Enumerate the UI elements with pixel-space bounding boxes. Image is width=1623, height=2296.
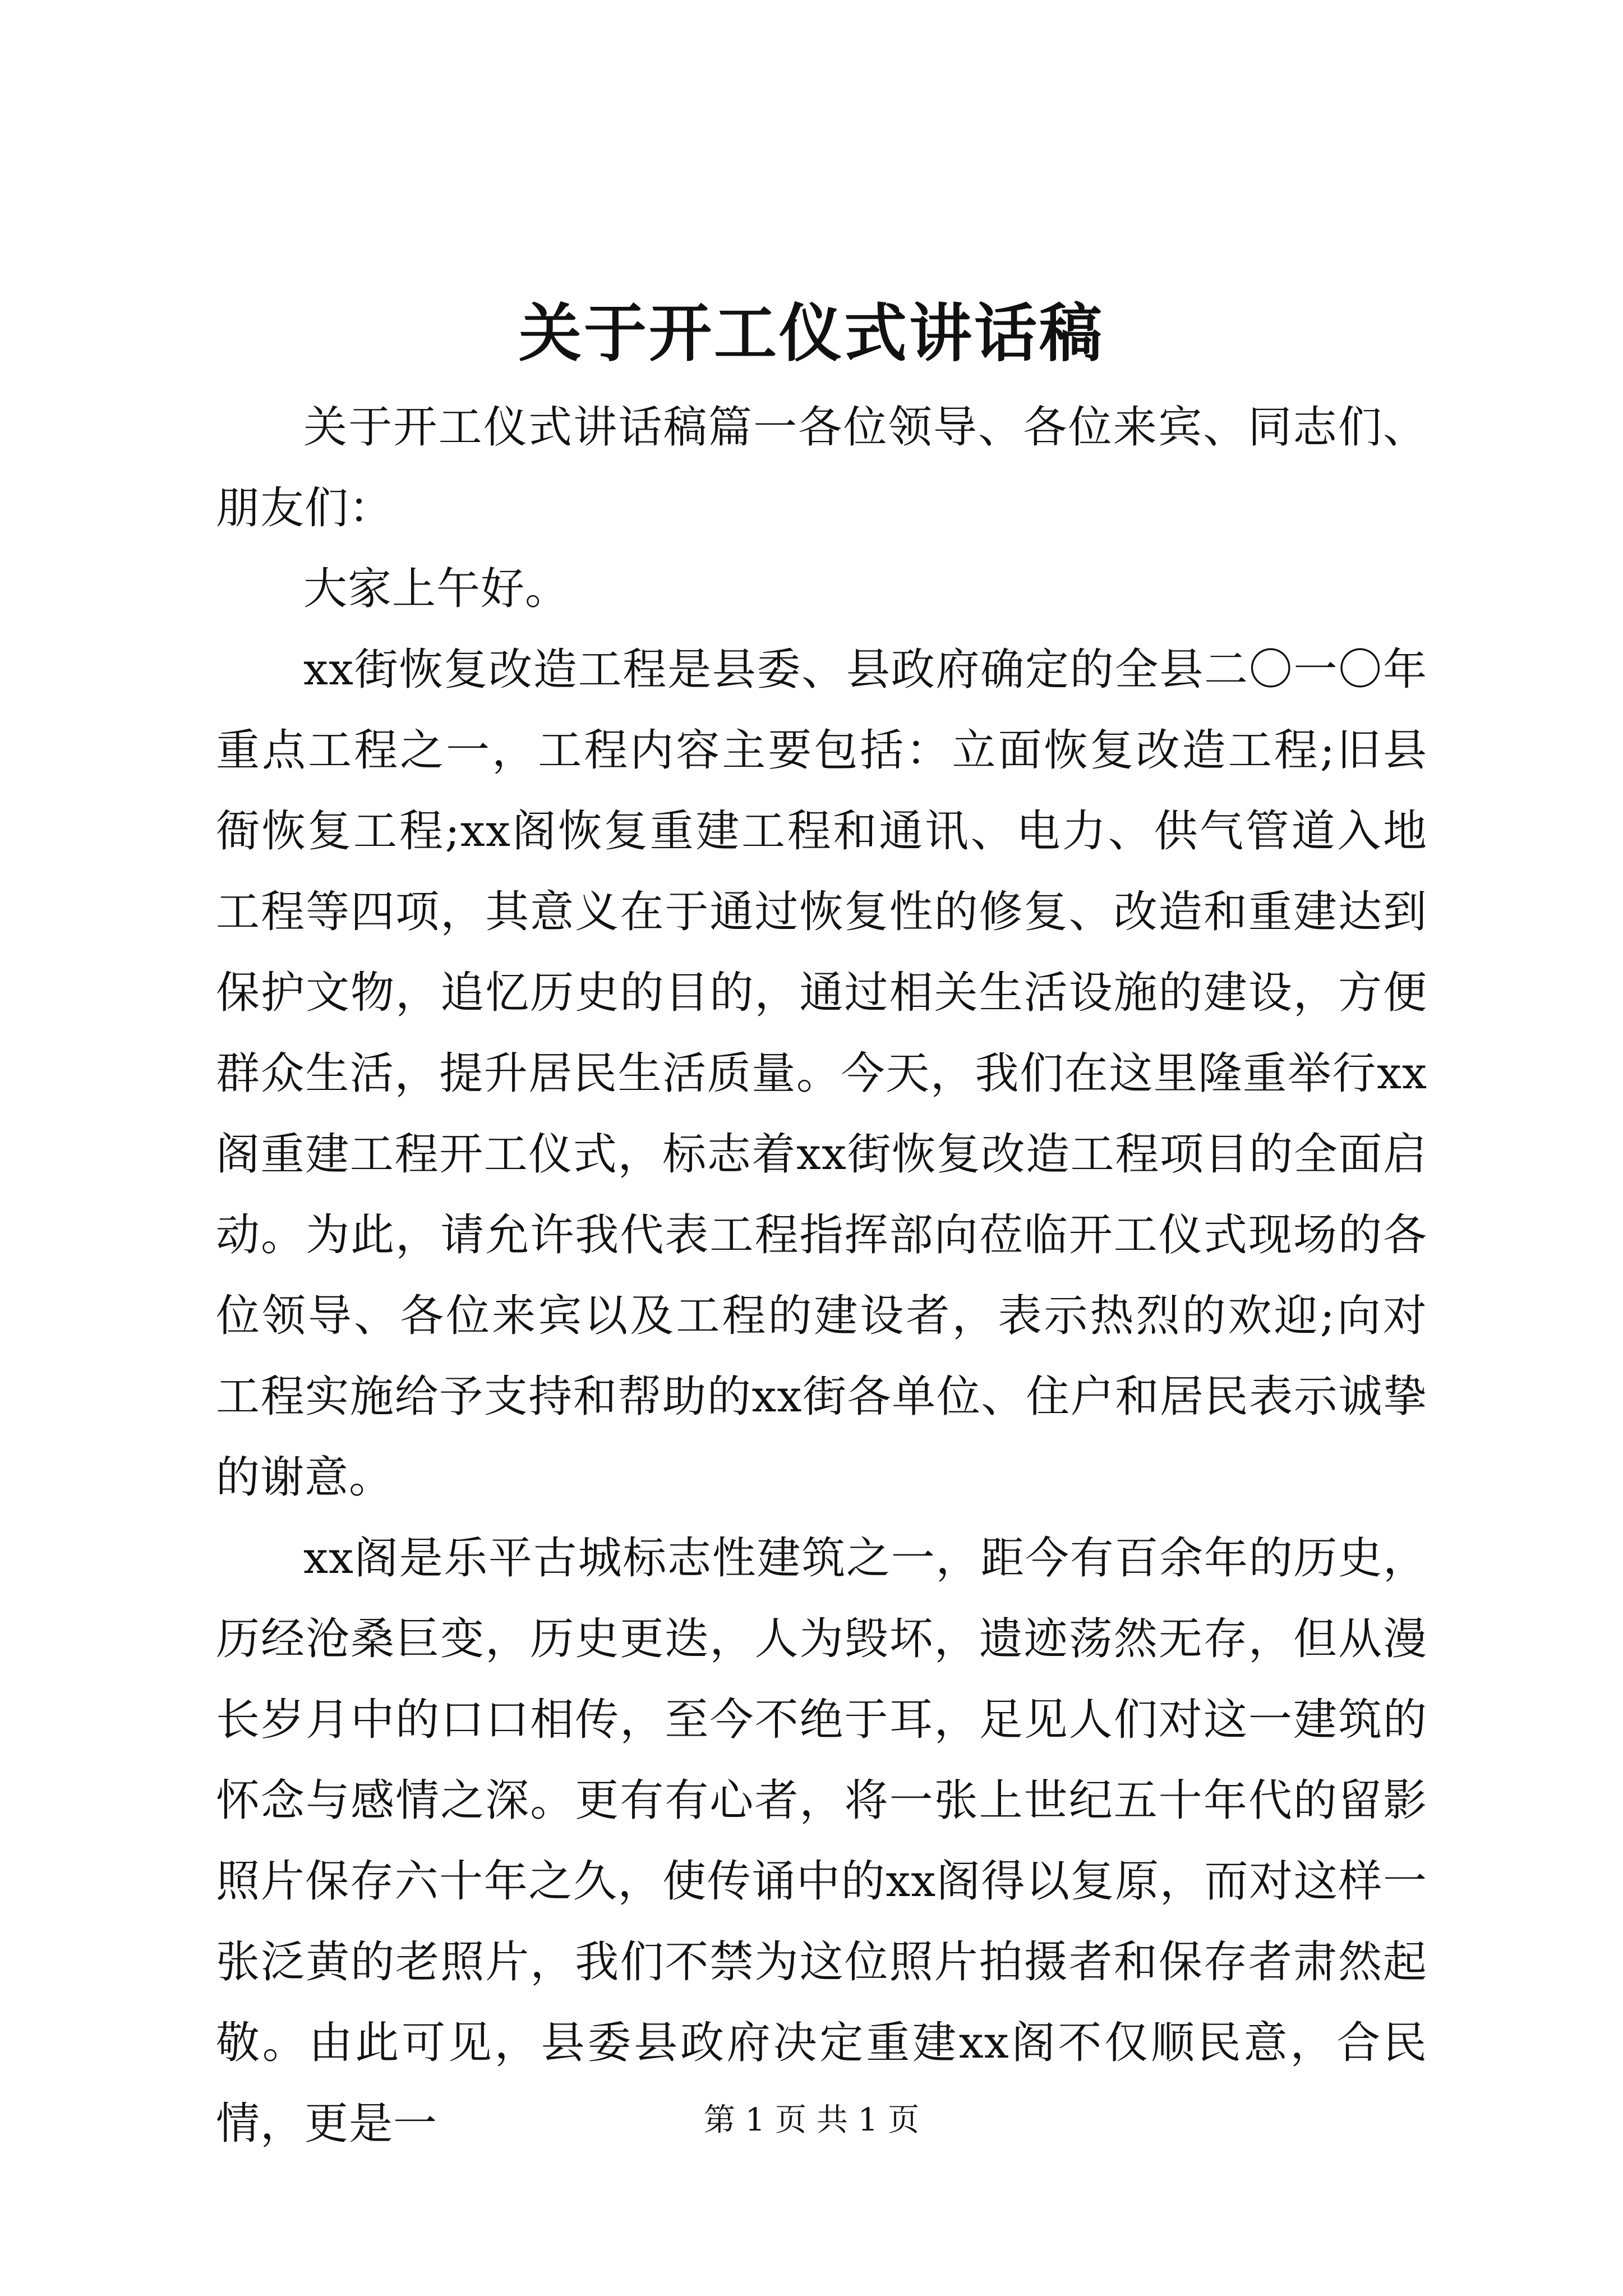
paragraph-project-overview: xx街恢复改造工程是县委、县政府确定的全县二〇一〇年重点工程之一，工程内容主要包括：立面恢复改造工程;旧县衙恢复工程;xx阁恢复重建工程和通讯、电力、供气管道入地工程等四项，其意义在于通过恢复性的修复、改造和重建达到保护文物，追忆历史的目的，通过相关生活设施的建设，方便群众生活，提升居民生活质量。今天，我们在这里隆重举行xx阁重建工程开工仪式，标志着xx街恢复改造工程项目的全面启动。为此，请允许我代表工程指挥部向莅临开工仪式现场的各位领导、各位来宾以及工程的建设者，表示热烈的欢迎;向对工程实施给予支持和帮助的xx街各单位、住户和居民表示诚挚的谢意。 (216, 645, 1427, 1503)
page-footer: 第 1 页 共 1 页 (703, 2102, 920, 2138)
document-body (216, 387, 1427, 2164)
paragraph-pavilion-history: xx阁是乐平古城标志性建筑之一，距今有百余年的历史，历经沧桑巨变，历史更迭，人为毁坏，遗迹荡然无存，但从漫长岁月中的口口相传，至今不绝于耳，足见人们对这一建筑的怀念与感情之深。更有有心者，将一张上世纪五十年代的留影照片保存六十年之久，使传诵中的xx阁得以复原，而对这样一张泛黄的老照片，我们不禁为这位照片拍摄者和保存者肃然起敬。由此可见，县委县政府决定重建xx阁不仅顺民意，合民情，更是一 (216, 1533, 1427, 2149)
document-title: 关于开工仪式讲话稿 (519, 297, 1104, 370)
paragraph-good-morning: 大家上午好。 (303, 564, 570, 614)
paragraph-greeting: 关于开工仪式讲话稿篇一各位领导、各位来宾、同志们、朋友们： (216, 402, 1427, 533)
